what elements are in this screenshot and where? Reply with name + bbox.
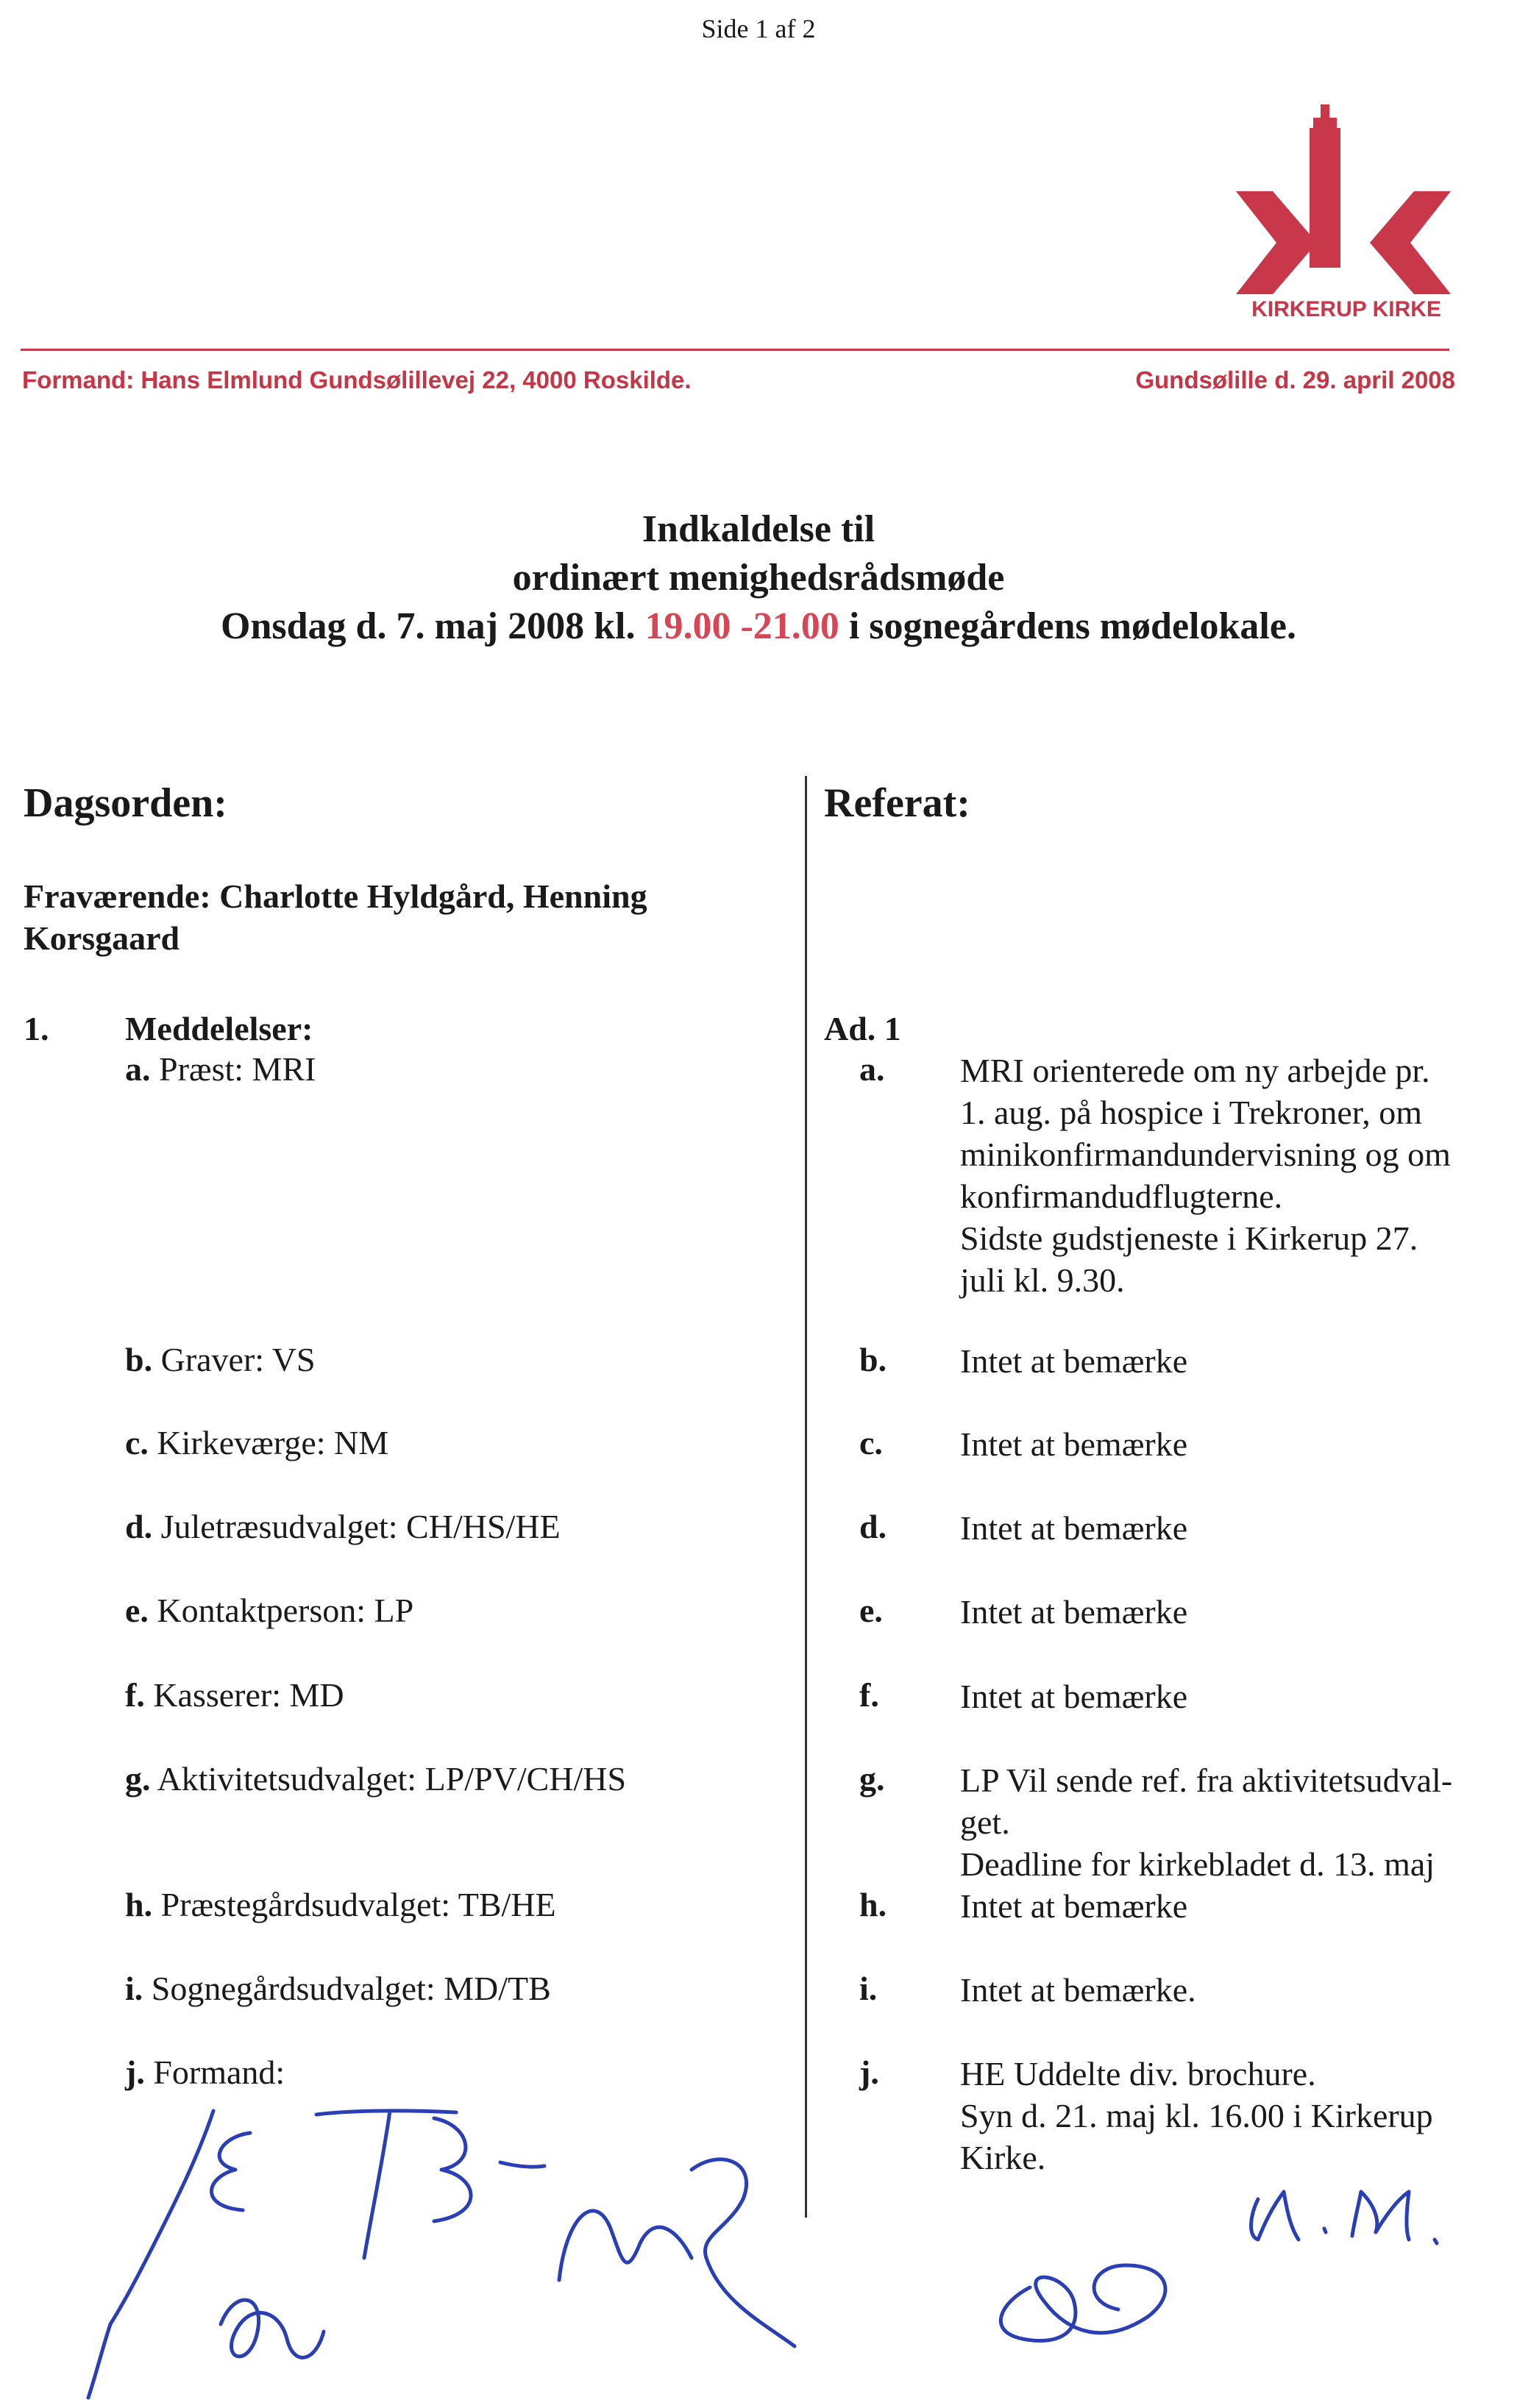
title-line-1: Indkaldelse til — [642, 508, 875, 550]
minutes-letter: b. — [859, 1341, 887, 1378]
agenda-subitem: g. Aktivitetsudvalget: LP/PV/CH/HS — [125, 1760, 627, 1798]
agenda-subitem: b. Graver: VS — [125, 1341, 316, 1378]
minutes-letter: a. — [859, 1050, 885, 1088]
minutes-text: MRI orienterede om ny arbejde pr. 1. aug. på hospice i Trekroner, om minikonfirmandundervisning og om konfirmandudflugterne. Sidste gudstjeneste i Kirkerup 27. juli kl. 9.30. — [960, 1052, 1451, 1299]
minutes-heading: Referat: — [824, 780, 970, 826]
agenda-subitem: e. Kontaktperson: LP — [125, 1592, 414, 1629]
signature-stroke — [316, 2111, 471, 2258]
agenda-subitem: c. Kirkeværge: NM — [125, 1424, 389, 1461]
minutes-letter: f. — [859, 1676, 879, 1714]
signature-stroke — [110, 2111, 213, 2324]
agenda-subitem: d. Juletræsudvalget: CH/HS/HE — [125, 1508, 561, 1545]
minutes-letter: d. — [859, 1508, 887, 1545]
signature-stroke — [500, 2162, 544, 2167]
page-number: Side 1 af 2 — [701, 14, 816, 43]
absent-members: Fraværende: Charlotte Hyldgård, Henning Korsgaard — [24, 877, 647, 957]
minutes-text: Intet at bemærke — [960, 1509, 1188, 1547]
header-rule — [21, 349, 1449, 351]
signature-stroke — [88, 2324, 110, 2398]
minutes-letter: h. — [859, 1886, 887, 1923]
minutes-letter: e. — [859, 1592, 883, 1629]
minutes-letter: j. — [859, 2053, 879, 2091]
signature-stroke — [1001, 2265, 1165, 2341]
minutes-text: LP Vil sende ref. fra aktivitetsudval- get. Deadline for kirkebladet d. 13. maj — [960, 1762, 1453, 1883]
minutes-item-label: Ad. 1 — [824, 1010, 901, 1047]
signature-stroke — [212, 2133, 251, 2210]
agenda-subitem: f. Kasserer: MD — [125, 1676, 344, 1714]
title-line-3 — [0, 605, 1517, 648]
letter-date: Gundsølille d. 29. april 2008 — [1135, 366, 1455, 393]
minutes-letter: i. — [859, 1970, 878, 2007]
signature-stroke — [559, 2159, 795, 2346]
agenda-subitem: i. Sognegårdsudvalget: MD/TB — [125, 1970, 551, 2007]
minutes-text: Intet at bemærke. — [960, 1971, 1196, 2009]
kirkerup-kirke-logo — [1236, 96, 1457, 327]
agenda-subitem: j. Formand: — [125, 2053, 285, 2091]
agenda-subitem: a. Præst: MRI — [125, 1050, 316, 1088]
minutes-text: Intet at bemærke — [960, 1342, 1188, 1380]
minutes-text: Intet at bemærke — [960, 1887, 1188, 1925]
title-line-2: ordinært menighedsrådsmøde — [512, 557, 1005, 599]
agenda-heading: Dagsorden: — [24, 780, 227, 826]
agenda-item-title: Meddelelser: — [125, 1010, 313, 1047]
handwritten-signatures — [0, 2081, 1517, 2408]
minutes-text: Intet at bemærke — [960, 1425, 1188, 1463]
agenda-item-number: 1. — [24, 1010, 49, 1047]
minutes-text: HE Uddelte div. brochure. Syn d. 21. maj kl. 16.00 i Kirkerup Kirke. — [960, 2055, 1433, 2176]
signature-stroke — [1251, 2192, 1298, 2240]
logo-wordmark: KIRKERUP KIRKE — [1251, 297, 1441, 321]
agenda-subitem: h. Præstegårdsudvalget: TB/HE — [125, 1886, 556, 1923]
signature-stroke — [1324, 2192, 1437, 2243]
minutes-letter: c. — [859, 1424, 883, 1461]
meeting-time: 19.00 -21.00 — [644, 605, 839, 647]
meeting-day: Onsdag d. 7. maj 2008 kl. — [221, 605, 645, 647]
minutes-text: Intet at bemærke — [960, 1678, 1188, 1715]
column-divider — [805, 776, 807, 2218]
chairman-address: Formand: Hans Elmlund Gundsølillevej 22, 4000 Roskilde. — [22, 366, 692, 393]
minutes-letter: g. — [859, 1760, 885, 1798]
minutes-text: Intet at bemærke — [960, 1593, 1188, 1631]
meeting-place: i sognegårdens mødelokale. — [839, 605, 1296, 647]
signature-stroke — [221, 2300, 324, 2357]
